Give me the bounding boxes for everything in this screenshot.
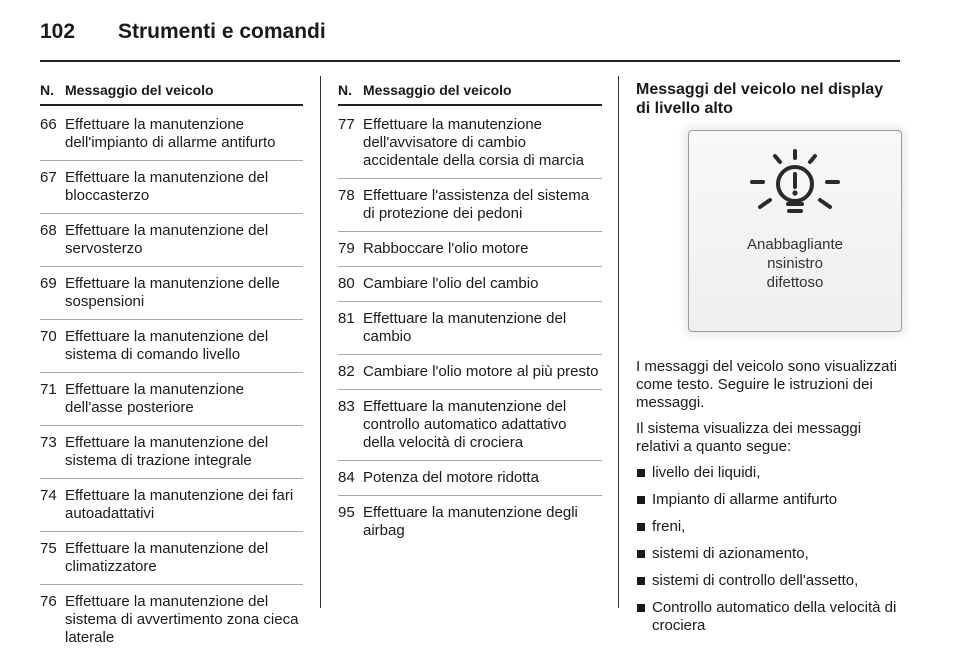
column-divider bbox=[618, 76, 619, 608]
section-title: Messaggi del veicolo nel display di livello alto bbox=[636, 81, 884, 117]
display-message bbox=[689, 235, 901, 292]
column-header-message: Messaggio del veicolo bbox=[65, 82, 214, 98]
paragraph: Il sistema visualizza dei messaggi relativi a quanto segue: bbox=[636, 420, 862, 455]
column-header-number: N. bbox=[338, 82, 352, 98]
row-number: 75 bbox=[40, 540, 57, 557]
page-header bbox=[40, 18, 900, 62]
row-message: Effettuare la manutenzione degli airbag bbox=[363, 504, 578, 539]
paragraph: I messaggi del veicolo sono visualizzati come testo. Seguire le istruzioni dei messaggi. bbox=[636, 358, 897, 411]
bullet-item bbox=[636, 491, 900, 509]
table-row bbox=[338, 179, 602, 232]
row-message: Effettuare la manutenzione dell'avvisatore di cambio accidentale della corsia di marcia bbox=[363, 116, 584, 169]
row-message: Effettuare la manutenzione del climatizzatore bbox=[65, 540, 269, 575]
display-line: difettoso bbox=[766, 274, 824, 291]
table-header bbox=[40, 80, 303, 106]
table-header bbox=[338, 80, 602, 106]
column-divider bbox=[320, 76, 321, 608]
row-number: 67 bbox=[40, 169, 57, 186]
table-rows bbox=[40, 106, 303, 655]
bullet-item bbox=[636, 518, 900, 536]
message-table-column-2 bbox=[338, 80, 602, 548]
row-number: 79 bbox=[338, 240, 355, 257]
table-row bbox=[40, 426, 303, 479]
bullet-text: Impianto di allarme antifurto bbox=[652, 491, 838, 508]
row-message: Cambiare l'olio motore al più presto bbox=[363, 363, 599, 380]
table-row bbox=[338, 496, 602, 548]
row-number: 70 bbox=[40, 328, 57, 345]
bullet-item bbox=[636, 545, 900, 563]
bullet-item bbox=[636, 599, 900, 635]
row-number: 73 bbox=[40, 434, 57, 451]
page-number: 102 bbox=[40, 20, 76, 43]
row-number: 95 bbox=[338, 504, 355, 521]
row-number: 69 bbox=[40, 275, 57, 292]
row-number: 80 bbox=[338, 275, 355, 292]
row-message: Effettuare la manutenzione dell'asse posteriore bbox=[65, 381, 245, 416]
row-number: 83 bbox=[338, 398, 355, 415]
bullet-text: Controllo automatico della velocità di crociera bbox=[652, 599, 897, 634]
row-number: 71 bbox=[40, 381, 57, 398]
row-message: Effettuare la manutenzione del sistema di avvertimento zona cieca laterale bbox=[65, 593, 299, 646]
headlight-fault-icon bbox=[746, 149, 844, 219]
table-row bbox=[40, 267, 303, 320]
table-row bbox=[40, 320, 303, 373]
table-row bbox=[338, 267, 602, 302]
row-number: 74 bbox=[40, 487, 57, 504]
square-bullet-icon bbox=[637, 577, 645, 585]
column-header-number: N. bbox=[40, 82, 54, 98]
table-row bbox=[40, 532, 303, 585]
table-row bbox=[40, 161, 303, 214]
page-title: Strumenti e comandi bbox=[118, 20, 326, 43]
display-line: nsinistro bbox=[767, 255, 823, 272]
table-row bbox=[40, 373, 303, 426]
table-row bbox=[338, 106, 602, 179]
table-row bbox=[338, 232, 602, 267]
square-bullet-icon bbox=[637, 604, 645, 612]
display-line: Anabbagliante bbox=[747, 236, 843, 253]
square-bullet-icon bbox=[637, 523, 645, 531]
row-message: Effettuare l'assistenza del sistema di protezione dei pedoni bbox=[363, 187, 590, 222]
bullet-text: sistemi di controllo dell'assetto, bbox=[652, 572, 859, 589]
table-row bbox=[40, 106, 303, 161]
row-message: Effettuare la manutenzione del servosterzo bbox=[65, 222, 269, 257]
row-message: Effettuare la manutenzione del controllo automatico adattativo della velocità di crociera bbox=[363, 398, 567, 451]
row-message: Effettuare la manutenzione dei fari autoadattativi bbox=[65, 487, 294, 522]
square-bullet-icon bbox=[637, 496, 645, 504]
row-message: Rabboccare l'olio motore bbox=[363, 240, 529, 257]
row-message: Effettuare la manutenzione del bloccasterzo bbox=[65, 169, 269, 204]
bullet-text: sistemi di azionamento, bbox=[652, 545, 809, 562]
row-number: 81 bbox=[338, 310, 355, 327]
bullet-item bbox=[636, 572, 900, 590]
row-number: 76 bbox=[40, 593, 57, 610]
table-row bbox=[338, 302, 602, 355]
row-message: Effettuare la manutenzione del sistema di trazione integrale bbox=[65, 434, 269, 469]
bullet-list bbox=[636, 464, 900, 635]
message-table-column-1 bbox=[40, 80, 303, 655]
row-message: Effettuare la manutenzione del sistema di comando livello bbox=[65, 328, 269, 363]
bullet-text: freni, bbox=[652, 518, 686, 535]
table-row bbox=[40, 585, 303, 655]
table-row bbox=[338, 355, 602, 390]
row-number: 78 bbox=[338, 187, 355, 204]
row-number: 84 bbox=[338, 469, 355, 486]
row-number: 77 bbox=[338, 116, 355, 133]
square-bullet-icon bbox=[637, 469, 645, 477]
table-row bbox=[338, 461, 602, 496]
column-header-message: Messaggio del veicolo bbox=[363, 82, 512, 98]
row-message: Effettuare la manutenzione delle sospensioni bbox=[65, 275, 280, 310]
bullet-item bbox=[636, 464, 900, 482]
table-row bbox=[338, 390, 602, 461]
table-row bbox=[40, 214, 303, 267]
table-row bbox=[40, 479, 303, 532]
row-number: 68 bbox=[40, 222, 57, 239]
row-message: Potenza del motore ridotta bbox=[363, 469, 539, 486]
row-message: Effettuare la manutenzione del cambio bbox=[363, 310, 567, 345]
bullet-text: livello dei liquidi, bbox=[652, 464, 761, 481]
row-number: 66 bbox=[40, 116, 57, 133]
row-message: Effettuare la manutenzione dell'impianto di allarme antifurto bbox=[65, 116, 276, 151]
square-bullet-icon bbox=[637, 550, 645, 558]
display-section bbox=[636, 80, 900, 644]
table-rows bbox=[338, 106, 602, 548]
vehicle-display-illustration bbox=[688, 130, 902, 332]
row-message: Cambiare l'olio del cambio bbox=[363, 275, 539, 292]
row-number: 82 bbox=[338, 363, 355, 380]
